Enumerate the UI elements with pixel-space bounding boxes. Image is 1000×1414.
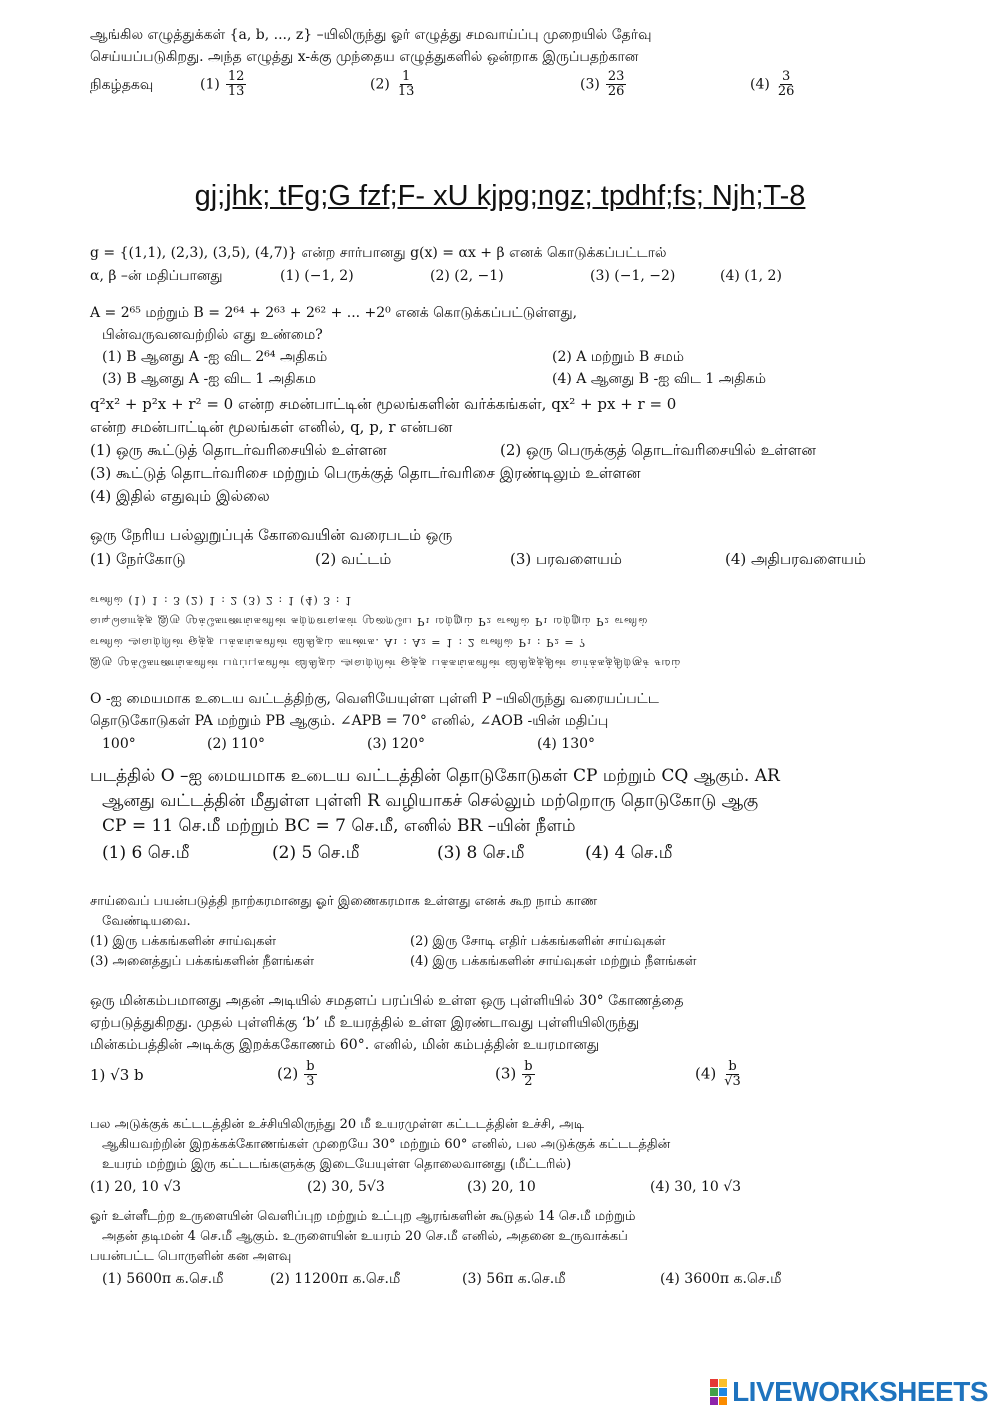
option-3: (3) 120°	[367, 736, 426, 752]
option-4: (4) அதிபரவளையம்	[725, 550, 866, 568]
option-2: (2) 110°	[207, 736, 266, 752]
options-row	[90, 70, 920, 99]
option-4: (4) 30, 10 √3	[650, 1179, 742, 1195]
option-1: (1) 6 செ.மீ	[102, 843, 190, 863]
option-4: (4) A ஆனது B -ஐ விட 1 அதிகம்	[552, 371, 766, 387]
options-grid	[90, 932, 920, 972]
mirrored-text: இரு முக்கோணங்களின் பரப்புகளின் விகிதம் அவற்றின் ஒத்த பக்கங்களின் விகிதத்தின் வர்க்கத்திற்குச் சமம் எனில் அவற்றின் ஒத்த பக்கங்களின் விகிதம் காண்க. A₁ : A₂ = 1 : 2 எனில் P₁ : P₂ = ? வடிவொத்த இரு முக்கோணங்களின் சுற்றளவுகள் முறையே P₁ மற்றும் P₂ எனில் P₁ மற்றும் P₂ எனில் எனில் (1) 1 : 3 (2) 1 : 2 (3) 2 : 1 (4) 3 : 1	[90, 594, 682, 670]
question-line: CP = 11 செ.மீ மற்றும் BC = 7 செ.மீ, எனில் BR –யின் நீளம்	[102, 816, 576, 836]
logo-tile	[710, 1379, 718, 1387]
logo-tile	[719, 1397, 727, 1405]
option-2: (2) $\frac{b}{3}$	[277, 1059, 315, 1089]
logo-tile	[710, 1388, 718, 1396]
question-line: ஒரு மின்கம்பமானது அதன் அடியில் சமதளப் பரப்பில் உள்ள ஒரு புள்ளியில் 30° கோணத்தை	[90, 993, 684, 1009]
question-line: ஆகியவற்றின் இறக்கக்கோணங்கள் முறையே 30° மற்றும் 60° எனில், பல அடுக்குக் கட்டடத்தின்	[102, 1137, 671, 1152]
question-line: g = {(1,1), (2,3), (3,5), (4,7)} என்ற சார்பானது g(x) = αx + β எனக் கொடுக்கப்பட்டால்	[90, 245, 667, 261]
option-1: (1) B ஆனது A -ஐ விட 2⁶⁴ அதிகம்	[102, 349, 328, 365]
question-line: ஆனது வட்டத்தின் மீதுள்ள புள்ளி R வழியாகச் செல்லும் மற்றொரு தொடுகோடு ஆகு	[102, 791, 759, 811]
option-4: (4) $\frac{3}{26}$	[750, 69, 795, 99]
question-probability	[90, 24, 920, 99]
option-2: (2) இரு சோடி எதிர் பக்கங்களின் சாய்வுகள்	[410, 934, 666, 949]
options-row	[90, 264, 920, 288]
question-line: சாய்வைப் பயன்படுத்தி நாற்கரமானது ஓர் இணைகரமாக உள்ளது எனக் கூற நாம் காண	[90, 894, 598, 909]
options-row	[90, 839, 920, 867]
option-3: (3) $\frac{b}{2}$	[495, 1059, 533, 1089]
options-row	[90, 547, 920, 571]
question-function	[90, 242, 920, 288]
option-4: (4) 4 செ.மீ	[585, 843, 673, 863]
liveworksheets-logo[interactable]	[710, 1376, 988, 1408]
logo-tile	[710, 1397, 718, 1405]
logo-tile	[719, 1388, 727, 1396]
question-line: q²x² + p²x + r² = 0 என்ற சமன்பாட்டின் மூலங்களின் வர்க்கங்கள், qx² + px + r = 0	[90, 395, 677, 413]
option-3: (3) 20, 10	[467, 1179, 536, 1195]
option-4: (4) இதில் எதுவும் இல்லை	[90, 487, 270, 505]
question-slope	[90, 892, 920, 972]
options-row	[90, 732, 920, 756]
question-lead: நிகழ்தகவு	[90, 76, 154, 93]
option-2: (2) ஒரு பெருக்குத் தொடர்வரிசையில் உள்ளன	[500, 441, 816, 459]
logo-tile	[719, 1379, 727, 1387]
question-line: அதன் தடிமன் 4 செ.மீ ஆகும். உருளையின் உயரம் 20 செ.மீ எனில், அதனை உருவாக்கப்	[102, 1229, 628, 1244]
options-row	[90, 1175, 920, 1199]
option-4: (4) (1, 2)	[720, 268, 782, 284]
question-roots	[90, 393, 920, 508]
question-line: பல அடுக்குக் கட்டடத்தின் உச்சியிலிருந்து 20 மீ உயரமுள்ள கட்டடத்தின் உச்சி, அடி	[90, 1117, 585, 1132]
option-4: (4) $\frac{b}{√3}$	[695, 1059, 741, 1089]
option-1: (1) இரு பக்கங்களின் சாய்வுகள்	[90, 934, 277, 949]
question-line: ஏற்படுத்துகிறது. முதல் புள்ளிக்கு ‘b’ மீ உயரத்தில் உள்ள இரண்டாவது புள்ளியிலிருந்து	[90, 1015, 640, 1031]
question-mirrored	[90, 590, 700, 674]
question-line: A = 2⁶⁵ மற்றும் B = 2⁶⁴ + 2⁶³ + 2⁶² + ... +2⁰ எனக் கொடுக்கப்பட்டுள்ளது,	[90, 305, 578, 321]
option-2: (2) 5 செ.மீ	[272, 843, 360, 863]
options-row	[90, 1267, 920, 1291]
option-1: 1) √3 b	[90, 1065, 144, 1084]
question-cylinder	[90, 1207, 920, 1291]
option-2: (2) 11200π க.செ.மீ	[270, 1271, 401, 1287]
option-1: (1) (−1, 2)	[280, 268, 354, 284]
option-1: 100°	[102, 736, 136, 752]
question-line: மின்கம்பத்தின் அடிக்கு இறக்ககோணம் 60°. எனில், மின் கம்பத்தின் உயரமானது	[90, 1037, 600, 1053]
option-3: (3) அனைத்துப் பக்கங்களின் நீளங்கள்	[90, 954, 315, 969]
question-building	[90, 1115, 920, 1199]
question-line: ஓர் உள்ளீடற்ற உருளையின் வெளிப்புற மற்றும் உட்புற ஆரங்களின் கூடுதல் 14 செ.மீ மற்றும்	[90, 1209, 636, 1224]
question-line: படத்தில் O –ஐ மையமாக உடைய வட்டத்தின் தொடுகோடுகள் CP மற்றும் CQ ஆகும். AR	[90, 766, 780, 786]
question-line: பயன்பட்ட பொருளின் கன அளவு	[90, 1249, 292, 1264]
question-line: O -ஐ மையமாக உடைய வட்டத்திற்கு, வெளியேயுள்ள புள்ளி P –யிலிருந்து வரையப்பட்ட	[90, 691, 659, 707]
option-1: (1) 5600π க.செ.மீ	[102, 1271, 224, 1287]
options-grid	[90, 439, 920, 462]
option-3: (3) 56π க.செ.மீ	[462, 1271, 566, 1287]
option-1: (1) $\frac{12}{13}$	[200, 69, 245, 99]
question-graph	[90, 524, 920, 571]
question-line: பின்வருவனவற்றில் எது உண்மை?	[102, 327, 323, 343]
option-4: (4) இரு பக்கங்களின் சாய்வுகள் மற்றும் நீளங்கள்	[410, 954, 697, 969]
options-row	[90, 1060, 920, 1089]
question-line: செய்யப்படுகிறது. அந்த எழுத்து x-க்கு முந்தைய எழுத்துகளில் ஒன்றாக இருப்பதற்கான	[90, 49, 639, 65]
option-2: (2) (2, −1)	[430, 268, 504, 284]
option-2: (2) A மற்றும் B சமம்	[552, 349, 685, 365]
logo-text: LIVEWORKSHEETS	[732, 1376, 988, 1407]
option-2: (2) $\frac{1}{13}$	[370, 69, 415, 99]
option-1: (1) 20, 10 √3	[90, 1179, 182, 1195]
question-line: தொடுகோடுகள் PA மற்றும் PB ஆகும். ∠APB = 70° எனில், ∠AOB -யின் மதிப்பு	[90, 713, 609, 729]
question-line: ஒரு நேரிய பல்லுறுப்புக் கோவையின் வரைபடம் ஒரு	[90, 526, 453, 544]
question-line: ஆங்கில எழுத்துக்கள் {a, b, ..., z} –யிலிருந்து ஓர் எழுத்து சமவாய்ப்பு முறையில் தேர்வு	[90, 27, 652, 43]
question-line: உயரம் மற்றும் இரு கட்டடங்களுக்கு இடையேயுள்ள தொலைவானது (மீட்டரில்)	[102, 1157, 572, 1172]
option-3: (3) (−1, −2)	[590, 268, 676, 284]
option-3: (3) பரவளையம்	[510, 550, 622, 568]
question-tangent-length	[90, 764, 920, 867]
logo-mark-icon	[710, 1379, 727, 1405]
question-line: என்ற சமன்பாட்டின் மூலங்கள் எனில், q, p, r என்பன	[90, 418, 453, 436]
question-powers	[90, 302, 920, 390]
option-4: (4) 130°	[537, 736, 596, 752]
question-lead: α, β –ன் மதிப்பானது	[90, 268, 223, 284]
option-3: (3) கூட்டுத் தொடர்வரிசை மற்றும் பெருக்குத் தொடர்வரிசை இரண்டிலும் உள்ளன	[90, 464, 641, 482]
option-3: (3) 8 செ.மீ	[437, 843, 525, 863]
option-2: (2) 30, 5√3	[307, 1179, 385, 1195]
option-4: (4) 3600π க.செ.மீ	[660, 1271, 782, 1287]
page-title: gj;jhk; tFg;G fzf;F- xU kjpg;ngz; tpdhf;fs; Njh;T-8	[194, 180, 806, 212]
option-1: (1) நேர்கோடு	[90, 550, 186, 568]
question-line: வேண்டியவை.	[102, 914, 191, 929]
option-2: (2) வட்டம்	[315, 550, 392, 568]
question-tangent-angle	[90, 688, 920, 756]
question-pole	[90, 990, 920, 1089]
option-1: (1) ஒரு கூட்டுத் தொடர்வரிசையில் உள்ளன	[90, 441, 387, 459]
option-3: (3) $\frac{23}{26}$	[580, 69, 625, 99]
options-grid	[90, 346, 920, 390]
option-3: (3) B ஆனது A -ஐ விட 1 அதிகம	[102, 371, 316, 387]
